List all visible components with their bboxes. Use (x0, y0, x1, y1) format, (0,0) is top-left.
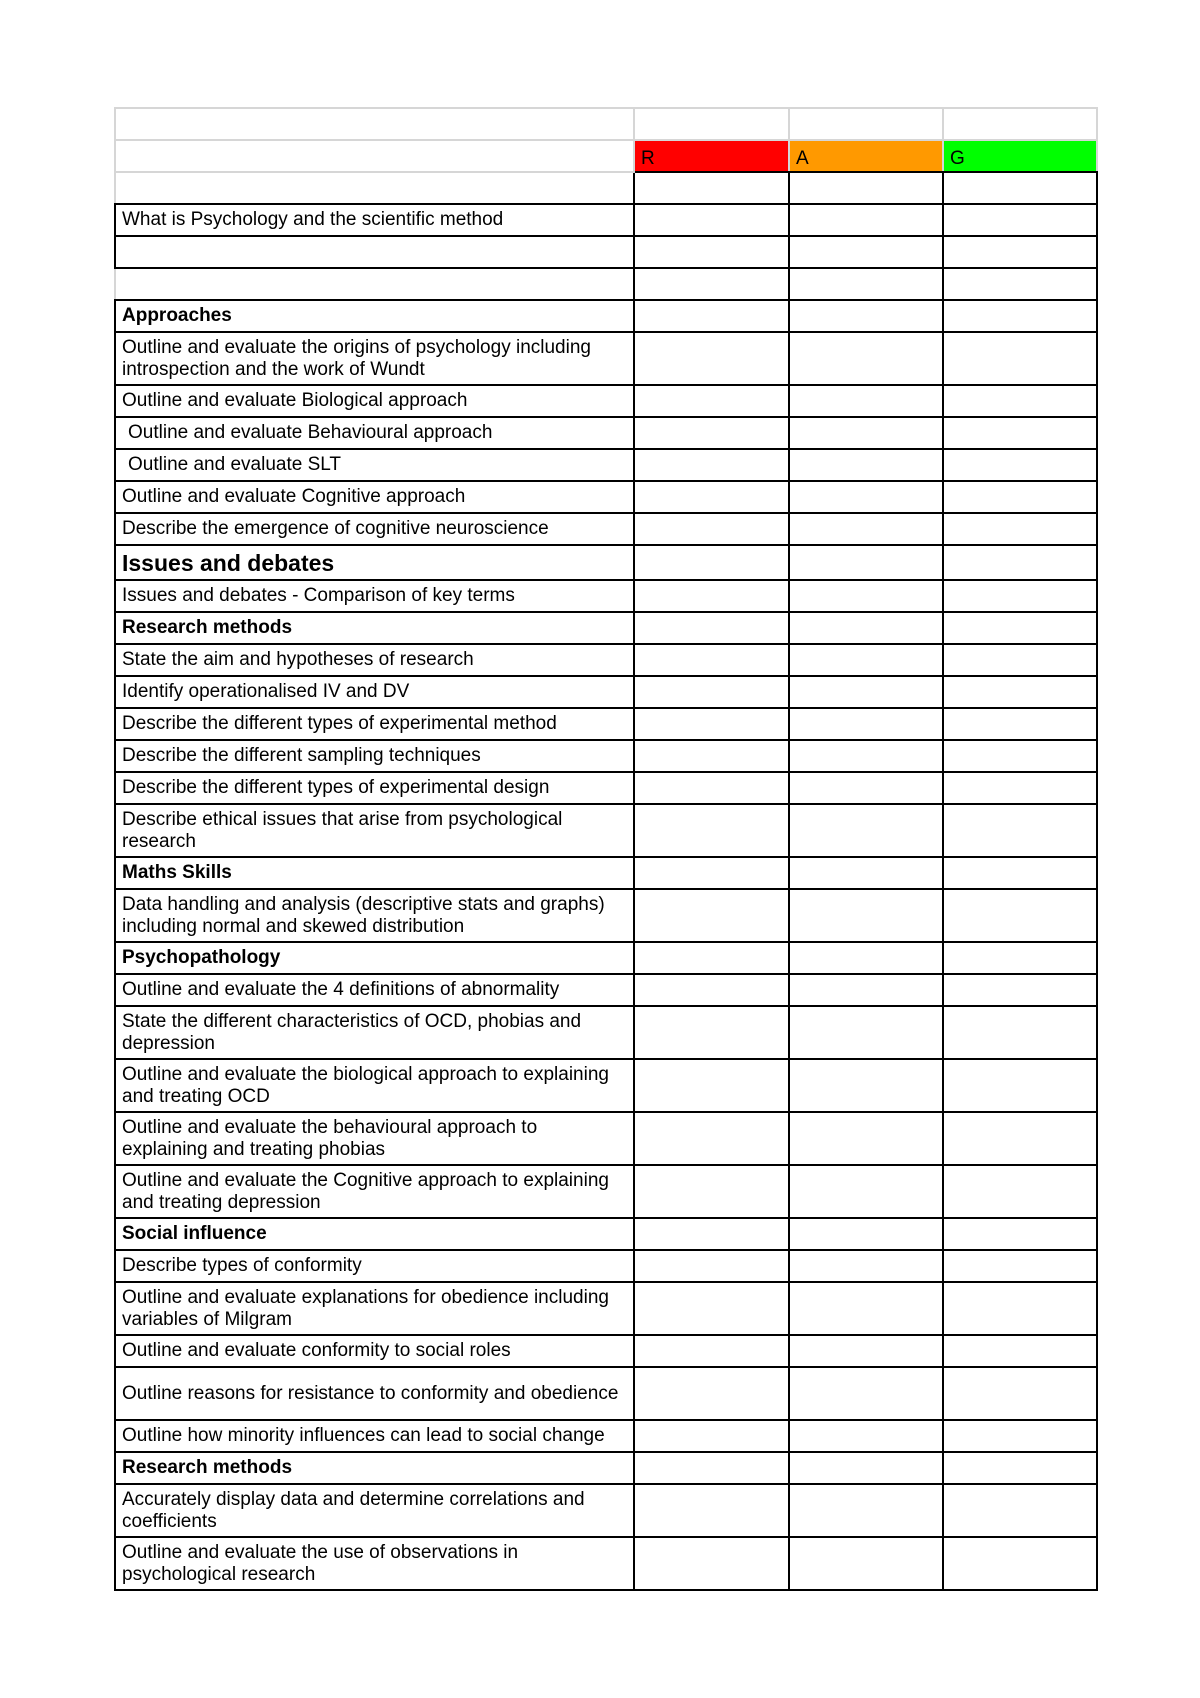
table-row (115, 1006, 1097, 1059)
rating-cell-a[interactable] (789, 236, 943, 268)
rating-cell-a[interactable] (789, 644, 943, 676)
rating-cell-a[interactable] (789, 1367, 943, 1420)
rating-cell-g[interactable] (943, 1059, 1097, 1112)
rating-cell-r[interactable] (634, 513, 789, 545)
table-row (115, 580, 1097, 612)
rating-cell-r[interactable] (634, 857, 789, 889)
rating-cell-r[interactable] (634, 772, 789, 804)
rating-cell-r[interactable] (634, 1282, 789, 1335)
rating-cell-a[interactable] (789, 268, 943, 300)
rating-cell-a[interactable] (789, 772, 943, 804)
rating-cell-r[interactable] (634, 1218, 789, 1250)
section-heading-row (115, 1452, 1097, 1484)
topic-cell: Identify operationalised IV and DV (115, 676, 634, 708)
rating-cell-a[interactable] (789, 974, 943, 1006)
rating-cell-g[interactable] (943, 1484, 1097, 1537)
rating-cell-a[interactable] (789, 172, 943, 204)
rating-cell-a[interactable] (789, 942, 943, 974)
rating-cell-a[interactable] (789, 332, 943, 385)
rating-cell-a[interactable] (789, 449, 943, 481)
rag-amber-header: A (789, 140, 943, 172)
topic-cell: Describe types of conformity (115, 1250, 634, 1282)
table-row (115, 676, 1097, 708)
topic-cell: Data handling and analysis (descriptive stats and graphs) including normal and skewed distribution (115, 889, 634, 942)
rating-cell-r[interactable] (634, 644, 789, 676)
rating-cell-g[interactable] (943, 513, 1097, 545)
rating-cell-r[interactable] (634, 1452, 789, 1484)
table-row (115, 1335, 1097, 1367)
rating-cell-r[interactable] (634, 1484, 789, 1537)
rating-cell-r[interactable] (634, 1537, 789, 1590)
rating-cell-g[interactable] (943, 268, 1097, 300)
rating-cell-a[interactable] (789, 580, 943, 612)
rating-cell-a[interactable] (789, 545, 943, 580)
topic-cell: Outline reasons for resistance to conformity and obedience (115, 1367, 634, 1420)
topic-cell: Outline and evaluate conformity to social roles (115, 1335, 634, 1367)
topic-cell: Describe the different types of experimental design (115, 772, 634, 804)
table-row (115, 804, 1097, 857)
rating-cell-a[interactable] (789, 1218, 943, 1250)
topic-cell: Describe ethical issues that arise from psychological research (115, 804, 634, 857)
rating-cell-r[interactable] (634, 1059, 789, 1112)
rating-cell-a[interactable] (789, 1282, 943, 1335)
rating-cell-g[interactable] (943, 1250, 1097, 1282)
rating-cell-g[interactable] (943, 1335, 1097, 1367)
rating-cell-a[interactable] (789, 857, 943, 889)
table-row (115, 889, 1097, 942)
empty-cell[interactable] (943, 108, 1097, 140)
rating-cell-r[interactable] (634, 942, 789, 974)
topic-cell: State the aim and hypotheses of research (115, 644, 634, 676)
topic-cell: State the different characteristics of OCD, phobias and depression (115, 1006, 634, 1059)
rating-cell-r[interactable] (634, 481, 789, 513)
rating-cell-r[interactable] (634, 385, 789, 417)
rating-cell-g[interactable] (943, 676, 1097, 708)
rating-cell-g[interactable] (943, 449, 1097, 481)
rating-cell-g[interactable] (943, 804, 1097, 857)
rating-cell-g[interactable] (943, 1282, 1097, 1335)
empty-cell[interactable] (115, 108, 634, 140)
topic-cell: Accurately display data and determine correlations and coefficients (115, 1484, 634, 1537)
rating-cell-g[interactable] (943, 1367, 1097, 1420)
section-heading-row (115, 857, 1097, 889)
rating-cell-g[interactable] (943, 612, 1097, 644)
topic-cell: Outline and evaluate the Cognitive approach to explaining and treating depression (115, 1165, 634, 1218)
rating-cell-g[interactable] (943, 172, 1097, 204)
rating-cell-a[interactable] (789, 1452, 943, 1484)
rating-cell-a[interactable] (789, 1250, 943, 1282)
rag-header-row (115, 140, 1097, 172)
table-row (115, 1367, 1097, 1420)
table-row (115, 268, 1097, 300)
rating-cell-r[interactable] (634, 676, 789, 708)
table-row (115, 108, 1097, 140)
topic-cell: Issues and debates - Comparison of key terms (115, 580, 634, 612)
rating-cell-a[interactable] (789, 676, 943, 708)
rating-cell-g[interactable] (943, 300, 1097, 332)
topic-cell: Outline and evaluate the biological approach to explaining and treating OCD (115, 1059, 634, 1112)
table-row (115, 1250, 1097, 1282)
table-row (115, 481, 1097, 513)
empty-cell[interactable] (115, 172, 634, 204)
topic-cell: Outline and evaluate SLT (115, 449, 634, 481)
rating-cell-g[interactable] (943, 1218, 1097, 1250)
rating-cell-r[interactable] (634, 740, 789, 772)
rag-green-header: G (943, 140, 1097, 172)
rating-cell-a[interactable] (789, 612, 943, 644)
rating-cell-r[interactable] (634, 332, 789, 385)
rating-cell-g[interactable] (943, 889, 1097, 942)
rating-cell-a[interactable] (789, 1165, 943, 1218)
rating-cell-r[interactable] (634, 889, 789, 942)
rating-cell-g[interactable] (943, 1452, 1097, 1484)
topic-cell: Outline and evaluate Biological approach (115, 385, 634, 417)
rating-cell-r[interactable] (634, 300, 789, 332)
rating-cell-g[interactable] (943, 1537, 1097, 1590)
rating-cell-r[interactable] (634, 204, 789, 236)
section-heading-row (115, 1218, 1097, 1250)
rating-cell-g[interactable] (943, 708, 1097, 740)
rating-cell-g[interactable] (943, 236, 1097, 268)
section-heading-row (115, 942, 1097, 974)
rating-cell-g[interactable] (943, 545, 1097, 580)
rating-cell-a[interactable] (789, 1112, 943, 1165)
section-heading-maths-skills: Maths Skills (115, 857, 634, 889)
rating-cell-r[interactable] (634, 804, 789, 857)
section-heading-row (115, 300, 1097, 332)
table-row (115, 417, 1097, 449)
rating-cell-g[interactable] (943, 1112, 1097, 1165)
empty-cell[interactable] (115, 268, 634, 300)
table-row (115, 974, 1097, 1006)
rating-cell-a[interactable] (789, 417, 943, 449)
rating-cell-a[interactable] (789, 1059, 943, 1112)
table-row (115, 449, 1097, 481)
rating-cell-a[interactable] (789, 1006, 943, 1059)
topic-cell: Outline and evaluate Cognitive approach (115, 481, 634, 513)
topic-cell: Describe the different sampling techniques (115, 740, 634, 772)
empty-cell[interactable] (789, 108, 943, 140)
rating-cell-r[interactable] (634, 172, 789, 204)
table-row (115, 172, 1097, 204)
rating-cell-r[interactable] (634, 449, 789, 481)
table-row (115, 1165, 1097, 1218)
rating-cell-r[interactable] (634, 1367, 789, 1420)
table-row (115, 1484, 1097, 1537)
table-row (115, 1112, 1097, 1165)
rating-cell-a[interactable] (789, 513, 943, 545)
section-heading-social-influence: Social influence (115, 1218, 634, 1250)
table-row (115, 772, 1097, 804)
table-row (115, 1059, 1097, 1112)
rating-cell-g[interactable] (943, 1420, 1097, 1452)
rating-cell-g[interactable] (943, 204, 1097, 236)
topic-cell: Outline how minority influences can lead to social change (115, 1420, 634, 1452)
topic-cell: Outline and evaluate the 4 definitions of abnormality (115, 974, 634, 1006)
rating-cell-r[interactable] (634, 1112, 789, 1165)
rating-cell-g[interactable] (943, 417, 1097, 449)
table-row (115, 708, 1097, 740)
section-heading-approaches: Approaches (115, 300, 634, 332)
rag-red-header: R (634, 140, 789, 172)
rating-cell-r[interactable] (634, 236, 789, 268)
topic-cell: Outline and evaluate the use of observations in psychological research (115, 1537, 634, 1590)
topic-cell: Outline and evaluate Behavioural approach (115, 417, 634, 449)
rating-cell-a[interactable] (789, 804, 943, 857)
topic-cell: Outline and evaluate the behavioural approach to explaining and treating phobias (115, 1112, 634, 1165)
rating-cell-a[interactable] (789, 1420, 943, 1452)
rating-cell-g[interactable] (943, 942, 1097, 974)
table-row (115, 1420, 1097, 1452)
section-heading-row (115, 545, 1097, 580)
rating-cell-r[interactable] (634, 1335, 789, 1367)
rating-cell-g[interactable] (943, 385, 1097, 417)
section-heading-row (115, 612, 1097, 644)
topic-cell: What is Psychology and the scientific method (115, 204, 634, 236)
rating-cell-a[interactable] (789, 481, 943, 513)
rating-cell-a[interactable] (789, 1335, 943, 1367)
rating-cell-g[interactable] (943, 772, 1097, 804)
rating-cell-g[interactable] (943, 580, 1097, 612)
rating-cell-r[interactable] (634, 1250, 789, 1282)
section-heading-psychopathology: Psychopathology (115, 942, 634, 974)
topic-cell: Describe the emergence of cognitive neuroscience (115, 513, 634, 545)
rating-cell-r[interactable] (634, 612, 789, 644)
table-row (115, 513, 1097, 545)
rating-cell-r[interactable] (634, 417, 789, 449)
table-row (115, 1282, 1097, 1335)
rating-cell-g[interactable] (943, 332, 1097, 385)
empty-cell[interactable] (115, 236, 634, 268)
topic-cell: Describe the different types of experimental method (115, 708, 634, 740)
rating-cell-a[interactable] (789, 740, 943, 772)
rating-cell-a[interactable] (789, 1537, 943, 1590)
table-row (115, 1537, 1097, 1590)
rating-cell-r[interactable] (634, 1006, 789, 1059)
rating-cell-g[interactable] (943, 857, 1097, 889)
rating-cell-a[interactable] (789, 385, 943, 417)
rating-cell-r[interactable] (634, 545, 789, 580)
table-row (115, 644, 1097, 676)
section-heading-issues: Issues and debates (115, 545, 634, 580)
rating-cell-g[interactable] (943, 644, 1097, 676)
topic-cell: Outline and evaluate explanations for obedience including variables of Milgram (115, 1282, 634, 1335)
rating-cell-a[interactable] (789, 204, 943, 236)
table-row (115, 740, 1097, 772)
empty-cell[interactable] (115, 140, 634, 172)
rating-cell-r[interactable] (634, 580, 789, 612)
rating-cell-g[interactable] (943, 974, 1097, 1006)
rating-cell-r[interactable] (634, 708, 789, 740)
rating-cell-r[interactable] (634, 1420, 789, 1452)
rating-cell-g[interactable] (943, 740, 1097, 772)
topic-cell: Outline and evaluate the origins of psychology including introspection and the work of Wundt (115, 332, 634, 385)
rag-checklist-table (114, 107, 1098, 1591)
rating-cell-a[interactable] (789, 1484, 943, 1537)
section-heading-research-methods: Research methods (115, 612, 634, 644)
rating-cell-r[interactable] (634, 1165, 789, 1218)
rating-cell-r[interactable] (634, 974, 789, 1006)
table-row (115, 236, 1097, 268)
table-row (115, 332, 1097, 385)
rating-cell-a[interactable] (789, 889, 943, 942)
table-row (115, 204, 1097, 236)
empty-cell[interactable] (634, 108, 789, 140)
section-heading-research-methods-2: Research methods (115, 1452, 634, 1484)
rating-cell-a[interactable] (789, 300, 943, 332)
rating-cell-g[interactable] (943, 1006, 1097, 1059)
table-row (115, 385, 1097, 417)
rating-cell-g[interactable] (943, 1165, 1097, 1218)
rating-cell-a[interactable] (789, 708, 943, 740)
rating-cell-g[interactable] (943, 481, 1097, 513)
rating-cell-r[interactable] (634, 268, 789, 300)
